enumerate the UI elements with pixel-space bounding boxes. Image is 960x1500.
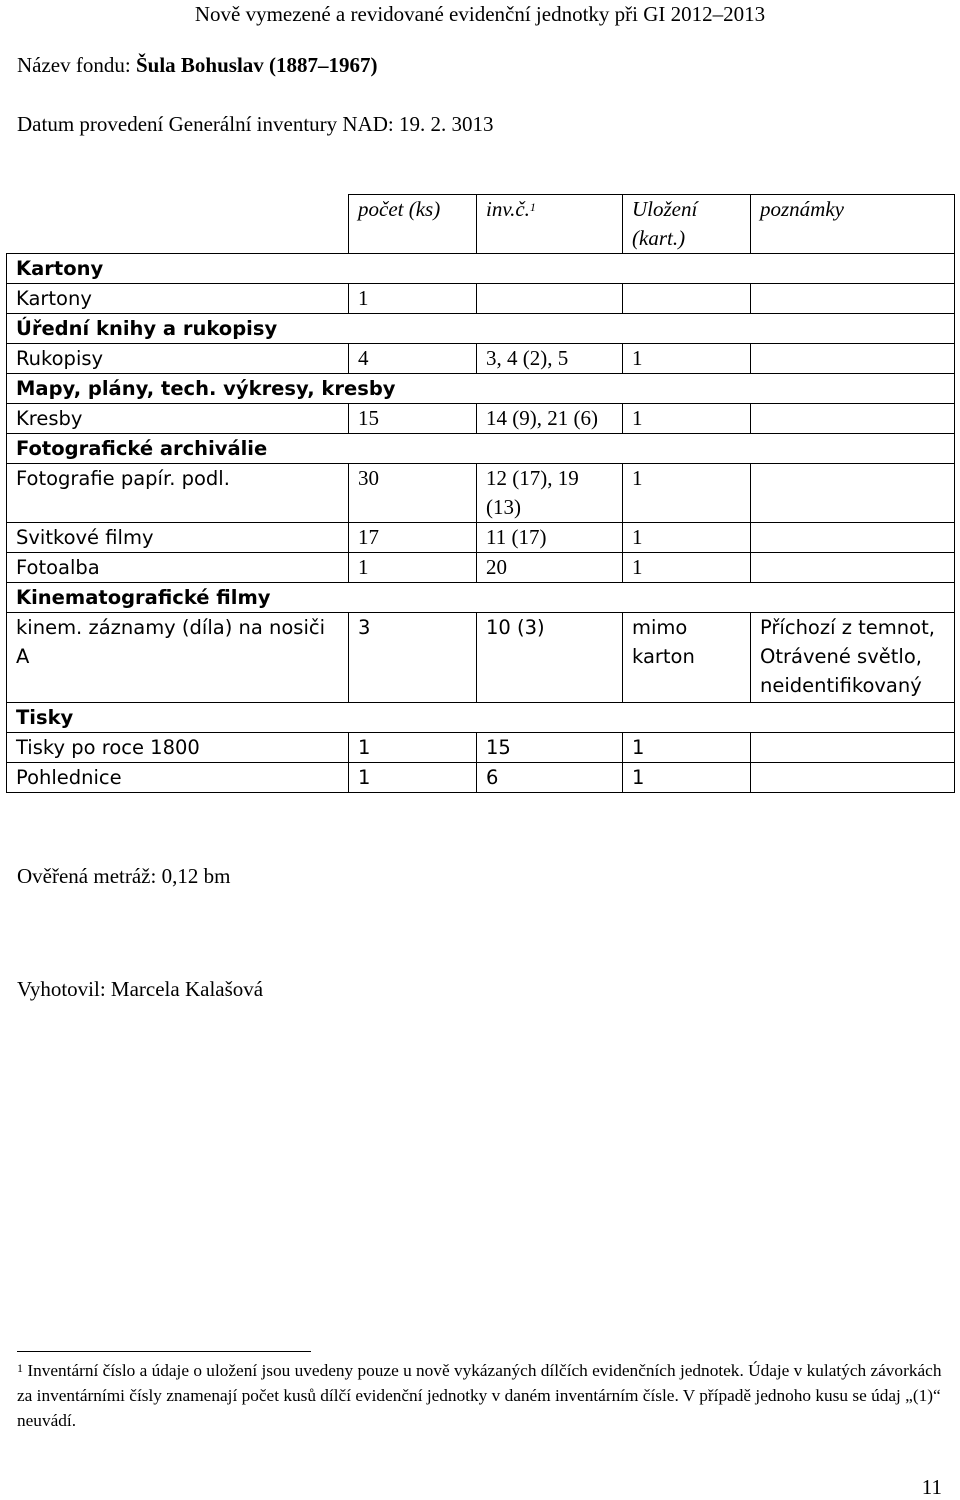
- footnote: [17, 1358, 952, 1433]
- row-name: Kresby: [7, 404, 349, 434]
- header-inv-label: inv.č.: [486, 197, 530, 221]
- row-name: Fotoalba: [7, 553, 349, 583]
- row-notes: [751, 733, 955, 763]
- fond-label: Název fondu:: [17, 53, 136, 77]
- row-name: Fotografie papír. podl.: [7, 464, 349, 523]
- section-kinematograficke: Kinematografické filmy: [7, 583, 955, 613]
- row-inv: 6: [477, 763, 623, 793]
- footnote-mark: 1: [17, 1361, 23, 1375]
- row-inv: 14 (9), 21 (6): [477, 404, 623, 434]
- row-name: Svitkové filmy: [7, 523, 349, 553]
- author-line: Vyhotovil: Marcela Kalašová: [17, 977, 264, 1001]
- footnote-text: Inventární číslo a údaje o uložení jsou uvedeny pouze u nově vykázaných dílčích evidenčních jednotek. Údaje v kulatých závorkách za inventárními čísly znamenají počet kusů dílčí evidenční jednotky v daném inventárním čísle. V případě jednoho kusu se údaj „(1)“ neuvádí.: [17, 1361, 942, 1430]
- row-notes: [751, 404, 955, 434]
- section-mapy: Mapy, plány, tech. výkresy, kresby: [7, 374, 955, 404]
- row-notes: [751, 523, 955, 553]
- header-notes: poznámky: [751, 195, 955, 254]
- row-name: Pohlednice: [7, 763, 349, 793]
- section-row: [7, 583, 955, 613]
- row-storage: 1: [623, 733, 751, 763]
- section-row: [7, 314, 955, 344]
- row-count: 4: [349, 344, 477, 374]
- section-kartony: Kartony: [7, 254, 955, 284]
- row-inv: 20: [477, 553, 623, 583]
- row-count: 1: [349, 733, 477, 763]
- row-inv: 10 (3): [477, 613, 623, 703]
- row-notes: [751, 553, 955, 583]
- inventory-table: [6, 194, 955, 793]
- row-storage: 1: [623, 344, 751, 374]
- table-header-row: [7, 195, 955, 254]
- section-urednie-knihy: Úřední knihy a rukopisy: [7, 314, 955, 344]
- row-count: 1: [349, 763, 477, 793]
- table-row: [7, 523, 955, 553]
- page-number: 11: [921, 1475, 942, 1499]
- row-name: kinem. záznamy (díla) na nosiči A: [7, 613, 349, 703]
- section-row: [7, 254, 955, 284]
- header-count: počet (ks): [349, 195, 477, 254]
- section-row: [7, 434, 955, 464]
- row-storage: 1: [623, 464, 751, 523]
- row-name: Kartony: [7, 284, 349, 314]
- row-storage: 1: [623, 404, 751, 434]
- row-notes: [751, 344, 955, 374]
- header-inv: [477, 195, 623, 254]
- row-name: Rukopisy: [7, 344, 349, 374]
- footnote-separator: [17, 1351, 311, 1352]
- row-notes: [751, 464, 955, 523]
- row-count: 1: [349, 284, 477, 314]
- table-row: [7, 344, 955, 374]
- row-storage: 1: [623, 523, 751, 553]
- row-storage: mimo karton: [623, 613, 751, 703]
- footnote-ref: 1: [529, 200, 536, 214]
- inventory-date: Datum provedení Generální inventury NAD: 19. 2. 3013: [17, 112, 494, 136]
- row-count: 3: [349, 613, 477, 703]
- section-tisky: Tisky: [7, 703, 955, 733]
- row-inv: 3, 4 (2), 5: [477, 344, 623, 374]
- page-header-title: Nově vymezené a revidované evidenční jednotky při GI 2012–2013: [194, 2, 766, 26]
- row-notes: [751, 284, 955, 314]
- row-storage: 1: [623, 553, 751, 583]
- section-row: [7, 703, 955, 733]
- table-row: [7, 553, 955, 583]
- row-name: Tisky po roce 1800: [7, 733, 349, 763]
- row-count: 17: [349, 523, 477, 553]
- row-notes: Příchozí z temnot, Otrávené světlo, neidentifikovaný: [751, 613, 955, 703]
- row-count: 1: [349, 553, 477, 583]
- table-row: [7, 733, 955, 763]
- header-empty-cell: [7, 195, 349, 254]
- table-row: [7, 284, 955, 314]
- row-storage: [623, 284, 751, 314]
- table-row: [7, 763, 955, 793]
- row-storage: 1: [623, 763, 751, 793]
- table-row: [7, 464, 955, 523]
- row-inv: [477, 284, 623, 314]
- row-inv: 15: [477, 733, 623, 763]
- section-fotograficke: Fotografické archiválie: [7, 434, 955, 464]
- verified-length: Ověřená metráž: 0,12 bm: [17, 864, 231, 888]
- row-notes: [751, 763, 955, 793]
- row-inv: 12 (17), 19 (13): [477, 464, 623, 523]
- row-count: 15: [349, 404, 477, 434]
- row-inv: 11 (17): [477, 523, 623, 553]
- table-row: [7, 404, 955, 434]
- header-storage: Uložení (kart.): [623, 195, 751, 254]
- row-count: 30: [349, 464, 477, 523]
- fond-line: [17, 53, 378, 78]
- section-row: [7, 374, 955, 404]
- fond-value: Šula Bohuslav (1887–1967): [135, 53, 378, 77]
- table-row: [7, 613, 955, 703]
